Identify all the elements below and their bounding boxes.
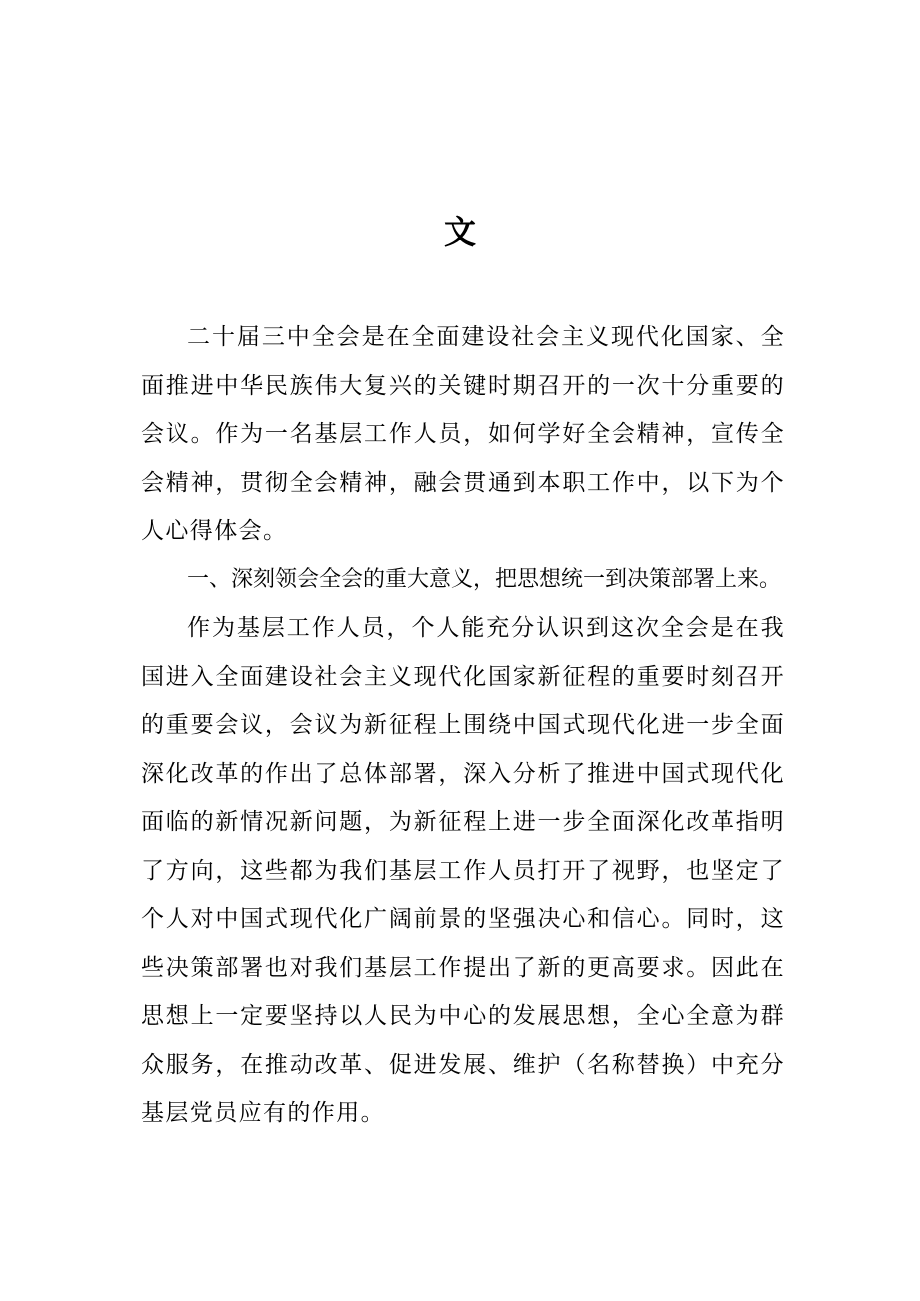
section-paragraph: 作为基层工作人员，个人能充分认识到这次全会是在我国进入全面建设社会主义现代化国家新征程的重要时刻召开的重要会议，会议为新征程上围绕中国式现代化进一步全面深化改革的作出了总体部署，深入分析了推进中国式现代化面临的新情况新问题，为新征程上进一步全面深化改革指明了方向，这些都为我们基层工作人员打开了视野，也坚定了个人对中国式现代化广阔前景的坚强决心和信心。同时，这些决策部署也对我们基层工作提出了新的更高要求。因此在思想上一定要坚持以人民为中心的发展思想，全心全意为群众服务，在推动改革、促进发展、维护（名称替换）中充分基层党员应有的作用。 <box>141 615 785 1126</box>
document-title: 文 <box>443 213 476 251</box>
document-body <box>141 313 785 1138</box>
section-heading: 一、深刻领会全会的重大意义，把思想统一到决策部署上来。 <box>187 566 782 592</box>
intro-paragraph: 二十届三中全会是在全面建设社会主义现代化国家、全面推进中华民族伟大复兴的关键时期召开的一次十分重要的会议。作为一名基层工作人员，如何学好全会精神，宣传全会精神，贯彻全会精神，融会贯通到本职工作中，以下为个人心得体会。 <box>141 324 785 544</box>
